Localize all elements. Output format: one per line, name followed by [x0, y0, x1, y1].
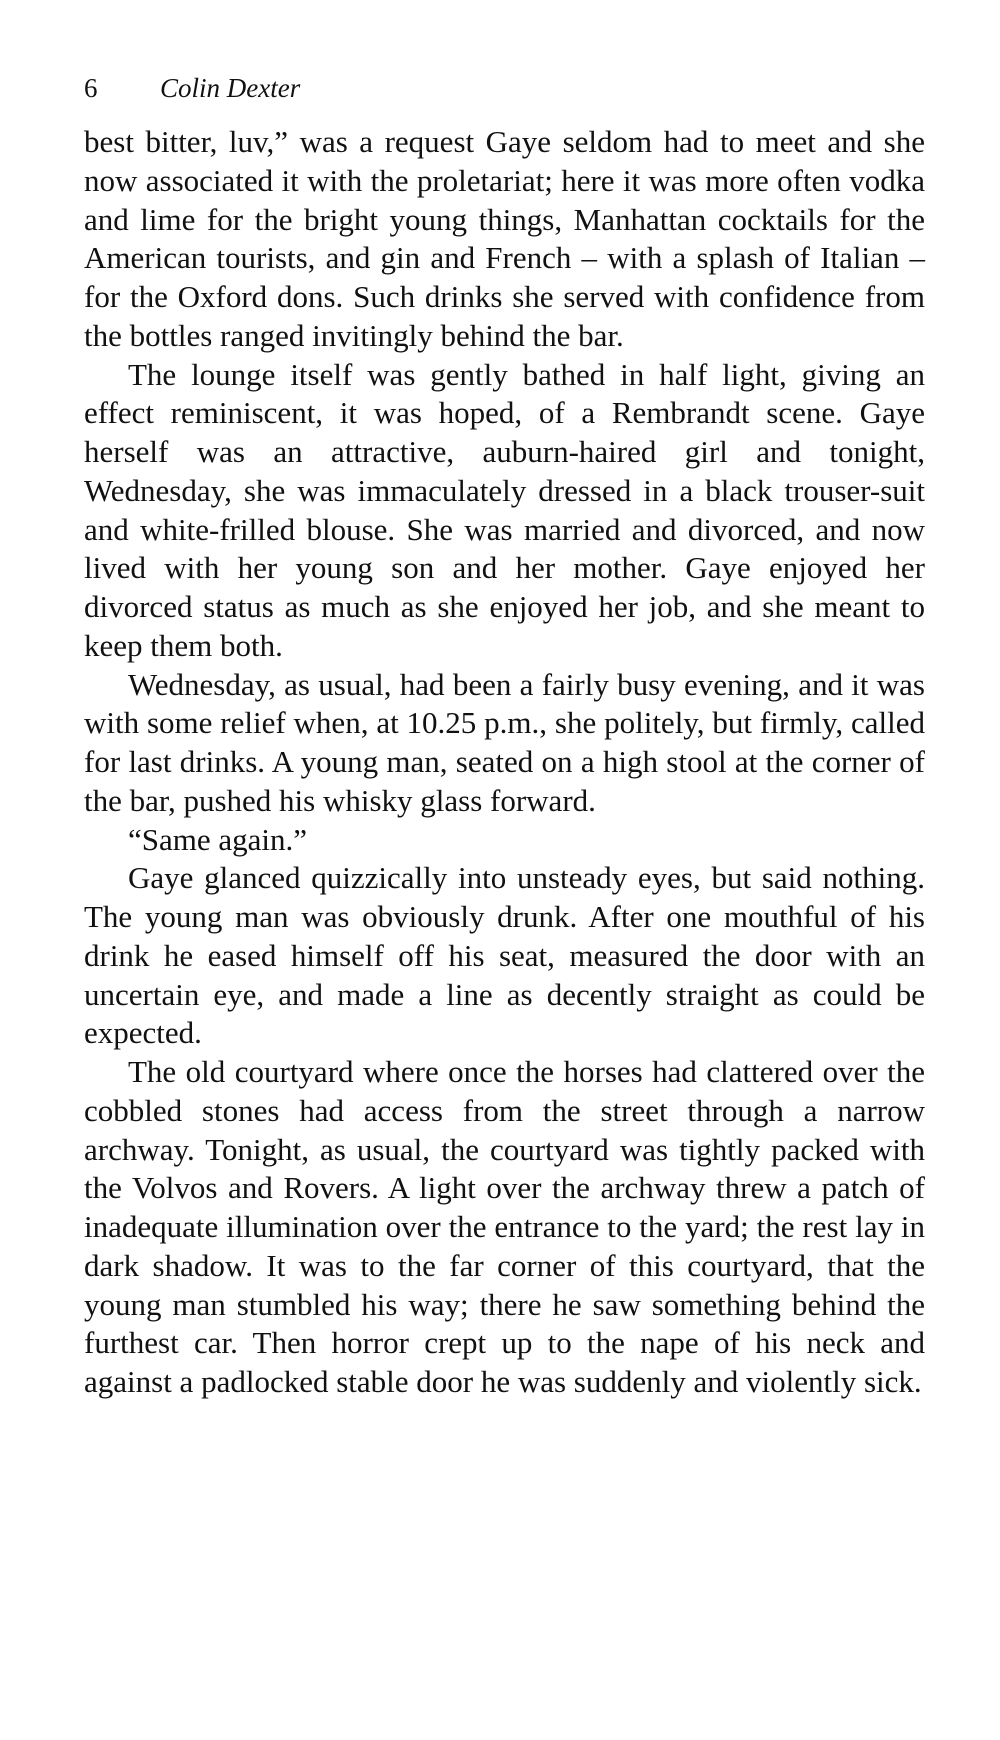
- paragraph: Wednesday, as usual, had been a fairly busy evening, and it was with some relief when, at 10.25 p.m., she politely, but firmly, called for last drinks. A young man, seated on a high stool at the corner of the bar, pushed his whisky glass forward.: [84, 666, 925, 818]
- paragraph: The old courtyard where once the horses had clattered over the cobbled stones had access from the street through a narrow archway. Tonight, as usual, the courtyard was tightly packed with the Volvos and Rovers. A light over the archway threw a patch of inadequate illumination over the entrance to the yard; the rest lay in dark shadow. It was to the far corner of this courtyard, that the young man stumbled his way; there he saw something behind the furthest car. Then horror crept up to the nape of his neck and against a padlocked stable door he was suddenly and violently sick.: [84, 1054, 925, 1399]
- dialogue-line: “Same again.”: [128, 821, 308, 857]
- paragraph: Gaye glanced quizzically into unsteady eyes, but said nothing. The young man was obviously drunk. After one mouthful of his drink he eased himself off his seat, measured the door with an uncertain eye, and made a line as decently straight as could be expected.: [84, 860, 925, 1051]
- paragraph: The lounge itself was gently bathed in half light, giving an effect reminiscent, it was hoped, of a Rembrandt scene. Gaye herself was an attractive, auburn-haired girl and tonight, Wednesday, she was immaculately dressed in a black trouser-suit and white-frilled blouse. She was married and divorced, and now lived with her young son and her mother. Gaye enjoyed her divorced status as much as she enjoyed her job, and she meant to keep them both.: [84, 356, 925, 663]
- body-text: [84, 123, 925, 1402]
- page-number: 6: [84, 73, 98, 103]
- running-head: [84, 70, 300, 106]
- paragraph-continued: best bitter, luv,” was a request Gaye seldom had to meet and she now associated it with the proletariat; here it was more often vodka and lime for the bright young things, Manhattan cocktails for the American tourists, and gin and French – with a splash of Italian – for the Oxford dons. Such drinks she served with confidence from the bottles ranged invitingly behind the bar.: [84, 124, 925, 353]
- author-name: Colin Dexter: [160, 73, 301, 103]
